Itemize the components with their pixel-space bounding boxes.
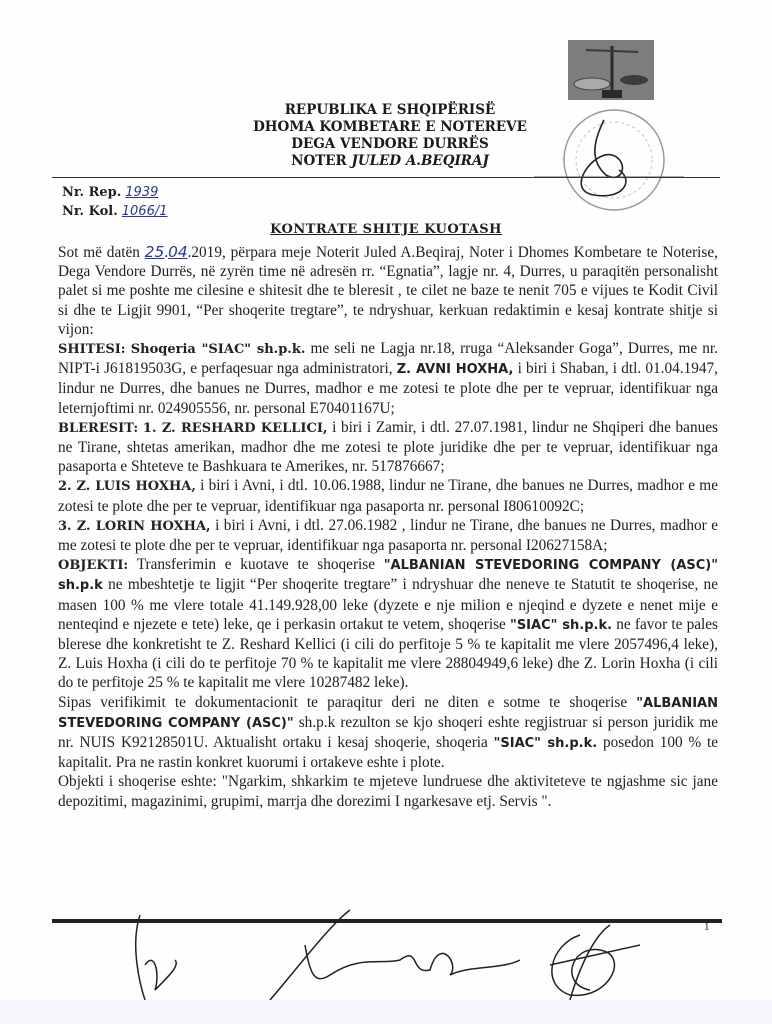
letterhead-notary — [200, 153, 580, 170]
object-text-1: Transferimin e kuotave te shoqerise — [128, 556, 384, 574]
signature-3-icon — [550, 925, 640, 1000]
repertory-number — [62, 183, 168, 202]
object-siac: "SIAC" sh.p.k. — [510, 617, 613, 633]
registry-numbers — [62, 183, 168, 221]
verification-text-3: posedon 100 % te kapitalit. Pra ne rastin konkret kuorumi i ortakeve eshte i plote. — [58, 734, 719, 772]
rep-label: Nr. Rep. — [62, 185, 122, 200]
letterhead-chamber: DHOMA KOMBETARE E NOTEREVE — [253, 119, 527, 135]
date-month: 04 — [168, 243, 188, 261]
activity-paragraph: Objekti i shoqerise eshte: "Ngarkim, shkarkim te mjeteve lundruese dhe aktiviteteve te ngjashme sic jane depozitimi, magazinimi, grupimi, marrja dhe dorezimi I ngarkesave etj. Servis ". — [58, 773, 718, 810]
verification-text-2: sh.p.k rezulton se kjo shoqeri eshte regjistruar si person juridik me nr. NUIS K92128501U. Aktualisht ortaku i kesaj shoqerie, shoqeria — [58, 713, 718, 752]
notary-emblem-image — [568, 40, 654, 100]
notary-stamp-and-signature — [534, 100, 684, 218]
letterhead-branch: DEGA VENDORE DURRËS — [291, 136, 489, 152]
verification-text-1: Sipas verifikimit te dokumentacionit te paraqitur deri ne diten e sotme te shoqerise — [58, 693, 637, 711]
seller-text-2: i biri i Shaban, i dtl. 01.04.1947, lindur ne Durres, dhe banues ne Durres, madhor e me zotesi te plote dhe per te vepruar, identifikuar nga leternjoftimi nr. 024905556, nr. personal E70401167U; — [58, 360, 718, 417]
notary-prefix: NOTER — [291, 153, 347, 169]
kol-label: Nr. Kol. — [62, 204, 118, 219]
verification-siac: "SIAC" sh.p.k. — [493, 736, 598, 752]
letterhead — [200, 102, 580, 170]
party-signatures — [100, 905, 660, 1005]
buyer-3-name: 3. Z. LORIN HOXHA, — [58, 518, 211, 534]
verification-company: "ALBANIAN STEVEDORING COMPANY (ASC)" — [58, 695, 718, 731]
intro-text-rest: .2019, përpara meje Noterit Juled A.Beqiraj, Noter i Dhomes Kombetare te Noterise, Dega Vendore Durrës, në zyrën time në adresën rr. “Egnatia”, lagje nr. 4, Durres, u paraqitën personalisht palet si me poshte me cilesine e shitesit dhe te bleresit , te cilet ne baze te nenit 705 e vijues te Kodit Civil si dhe te Ligjit 9901, “Per shoqerite tregtare”, te ndryshuar, kerkuan redaktimin e kesaj kontrate shitje si vijon: — [58, 244, 718, 338]
buyer-3-text: i biri i Avni, i dtl. 27.06.1982 , lindur ne Tirane, dhe banues ne Durres, madhor e me zotesi te plote dhe per te vepruar, identifikuar nga pasaporta nr. personal I20627158A; — [58, 516, 718, 555]
buyer-1-text: i biri i Zamir, i dtl. 27.07.1981, lindur ne Shqiperi dhe banues ne Tirane, shtetas amerikan, madhor dhe me zotesi te plote juridike dhe per te vepruar, identifikuar nga pasaporta e Shteteve te Bashkuara te Amerikes, nr. 517876667; — [58, 418, 718, 476]
letterhead-country: REPUBLIKA E SHQIPËRISË — [284, 102, 496, 118]
object-label: OBJEKTI: — [58, 558, 129, 574]
collection-number — [62, 202, 168, 221]
buyer-2-paragraph — [58, 476, 718, 515]
verification-paragraph — [58, 693, 718, 773]
seller-company: Shoqeria "SIAC" sh.p.k. — [130, 342, 306, 358]
notary-name: JULED A.BEQIRAJ — [351, 153, 489, 169]
rep-value: 1939 — [125, 185, 159, 200]
page-number: 1 — [704, 921, 710, 933]
buyers-label: BLERESIT: — [58, 420, 139, 436]
seller-text-1: me seli ne Lagja nr.18, rruga “Aleksander Goga”, Durres, me nr. NIPT-i J61819503G, e perfaqesuar nga administratori, — [58, 340, 719, 378]
bottom-margin — [0, 1000, 772, 1024]
date-separator: . — [164, 244, 169, 261]
buyer-1-paragraph — [58, 418, 718, 477]
object-paragraph — [58, 555, 718, 692]
kol-value: 1066/1 — [121, 204, 168, 219]
signature-2-icon — [270, 910, 520, 1000]
buyer-1-name: 1. Z. RESHARD KELLICI, — [142, 420, 328, 436]
intro-text-start: Sot më datën — [58, 244, 140, 261]
object-company: "ALBANIAN STEVEDORING COMPANY (ASC)" sh.p.k — [58, 558, 718, 594]
signature-1-icon — [136, 915, 177, 1000]
header-divider — [52, 177, 720, 178]
contract-body — [58, 243, 718, 811]
seller-paragraph — [58, 339, 718, 418]
date-day: 25 — [144, 243, 165, 261]
buyer-3-paragraph — [58, 516, 718, 555]
object-text-2: ne mbeshtetje te ligjit “Per shoqerite tregtare” i ndryshuar dhe neneve te Statutit te shoqerise, ne masen 100 % me vlere totale 41.149.928,00 leke (dyzete e nje milion e njeqind e dyzete e nenet mije e nenteqind e njezete e tete) leke, qe i perkasin ortakut te vetem, shoqerise — [58, 576, 718, 633]
object-text-3: ne favor te pales blerese dhe konkretisht te Z. Reshard Kellici (i cili do perfitoje 5 % te kapitalit me vlere 2057496,4 leke), Z. Luis Hoxha (i cili do te perfitoje 70 % te kapitalit me vlere 28804949,6 leke) dhe Z. Lorin Hoxha (i cili do te perfitoje 25 % te kapitalit me vlere 10287482 leke). — [58, 615, 719, 692]
notary-signature-icon — [581, 120, 626, 196]
contract-title: KONTRATE SHITJE KUOTASH — [270, 222, 502, 237]
buyer-2-text: i biri i Avni, i dtl. 10.06.1988, lindur ne Tirane, dhe banues ne Durres, madhor e me zotesi te plote dhe per te vepruar, identifikuar nga pasaporta nr. personal I80610092C; — [58, 477, 718, 515]
buyer-2-name: 2. Z. LUIS HOXHA, — [58, 479, 196, 495]
scales-of-justice-icon — [568, 40, 654, 100]
intro-paragraph — [58, 243, 718, 339]
seller-label: SHITESI: — [58, 342, 126, 358]
seller-representative: Z. AVNI HOXHA, — [396, 362, 514, 378]
